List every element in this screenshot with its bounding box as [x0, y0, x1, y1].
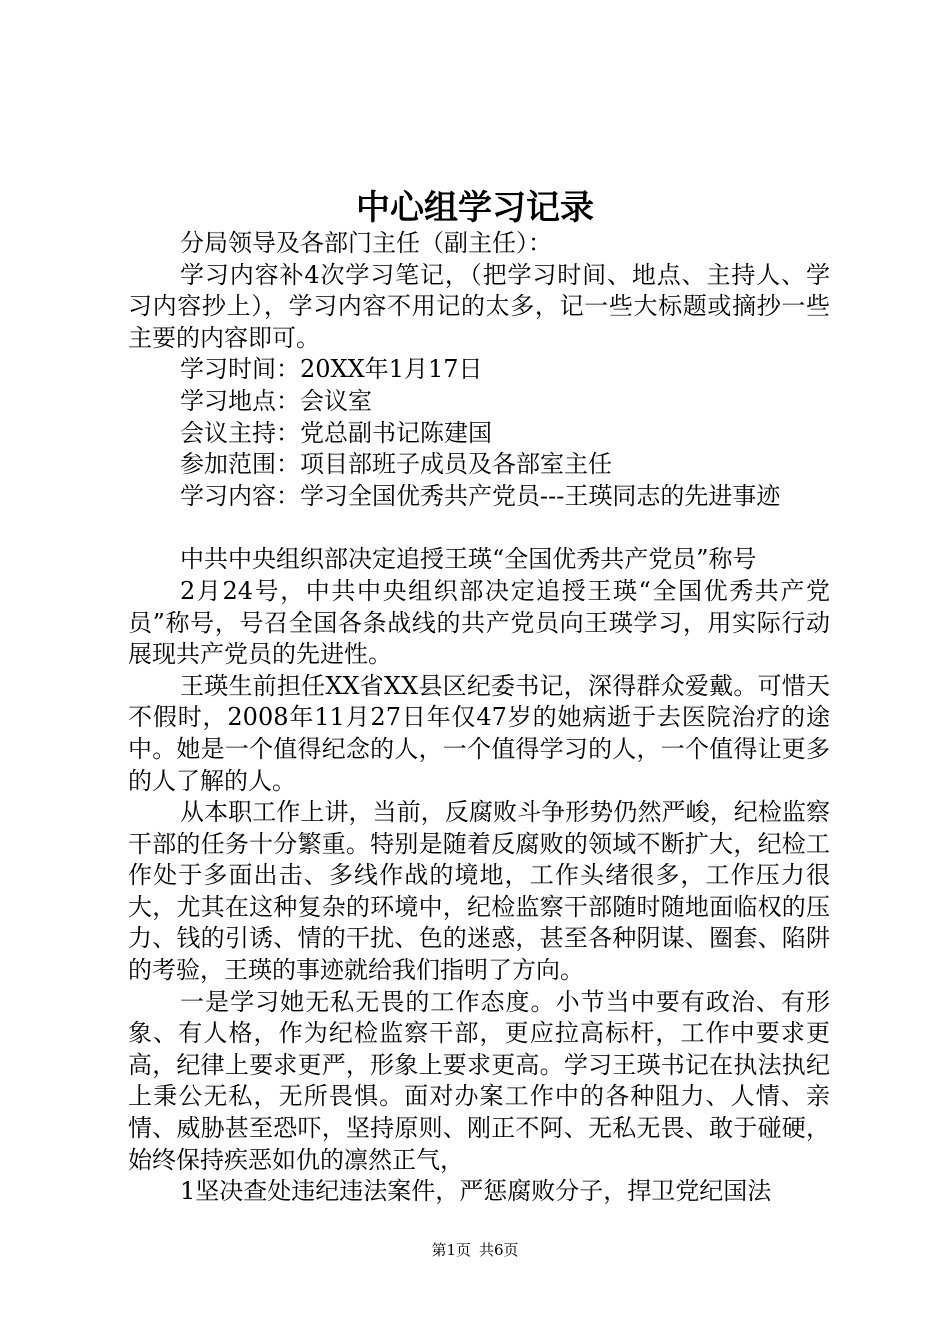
paragraph-body: 一是学习她无私无畏的工作态度。小节当中要有政治、有形象、有人格，作为纪检监察干部，更应拉高标杆，工作中要求更高，纪律上要求更严，形象上要求更高。学习王瑛书记在执法执纪上秉公无私，无所畏惧。面对办案工作中的各种阻力、人情、亲情、威胁甚至恐吓，坚持原则、刚正不阿、无私无畏、敢于碰硬，始终保持疾恶如仇的凛然正气，: [128, 987, 830, 1174]
paragraph-headline: 中共中央组织部决定追授王瑛“全国优秀共产党员”称号: [180, 545, 757, 574]
paragraph-study-content: 学习内容：学习全国优秀共产党员---王瑛同志的先进事迹: [180, 481, 781, 510]
paragraph-body: 1坚决查处违纪违法案件，严惩腐败分子，捍卫党纪国法: [180, 1177, 772, 1206]
document-body: [128, 228, 830, 1208]
document-title: 中心组学习记录: [356, 188, 594, 228]
paragraph-body: 王瑛生前担任XX省XX县区纪委书记，深得群众爱戴。可惜天不假时，2008年11月27日年仅47岁的她病逝于去医院治疗的途中。她是一个值得纪念的人，一个值得学习的人，一个值得让更多的人了解的人。: [128, 671, 830, 795]
paragraph-meeting-host: 会议主持：党总副书记陈建国: [180, 418, 492, 447]
paragraph-salutation: 分局领导及各部门主任（副主任）：: [180, 229, 552, 257]
paragraph-spacer: [128, 512, 830, 544]
paragraph-body: 从本职工作上讲，当前，反腐败斗争形势仍然严峻，纪检监察干部的任务十分繁重。特别是随着反腐败的领域不断扩大，纪检工作处于多面出击、多线作战的境地，工作头绪很多，工作压力很大，尤其在这种复杂的环境中，纪检监察干部随时随地面临权的压力、钱的引诱、情的干扰、色的迷惑，甚至各种阴谋、圈套、陷阱的考验，王瑛的事迹就给我们指明了方向。: [128, 798, 830, 985]
page-footer: [0, 1240, 950, 1260]
page-total: 共6页: [479, 1241, 519, 1259]
paragraph-study-time: 学习时间：20XX年1月17日: [180, 355, 483, 384]
paragraph-participants: 参加范围：项目部班子成员及各部室主任: [180, 450, 612, 479]
page-number: 第1页: [431, 1241, 471, 1259]
paragraph-study-location: 学习地点：会议室: [180, 386, 372, 415]
paragraph-instructions: 学习内容补4次学习笔记，（把学习时间、地点、主持人、学习内容抄上），学习内容不用记的太多，记一些大标题或摘抄一些主要的内容即可。: [128, 260, 830, 352]
paragraph-body: 2月24号，中共中央组织部决定追授王瑛“全国优秀共产党员”称号，号召全国各条战线的共产党员向王瑛学习，用实际行动展现共产党员的先进性。: [128, 576, 830, 669]
